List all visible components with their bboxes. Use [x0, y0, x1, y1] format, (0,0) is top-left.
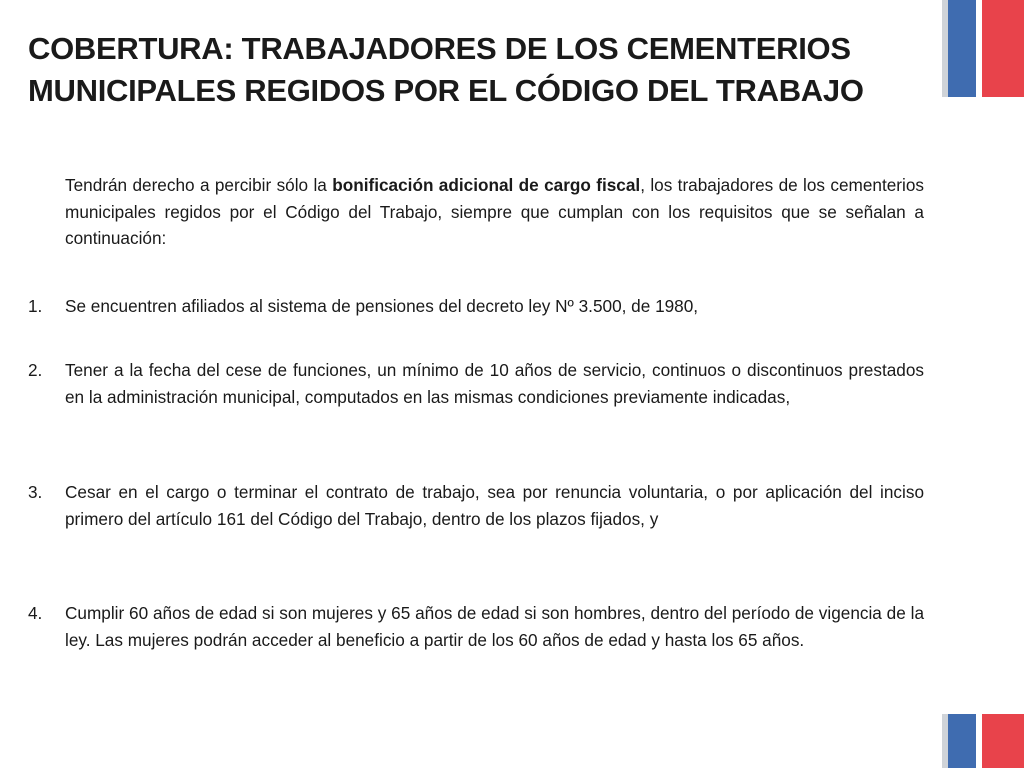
- list-item-text: Tener a la fecha del cese de funciones, un mínimo de 10 años de servicio, continuos o discontinuos prestados en la administración municipal, computados en las mismas condiciones previamente indicadas,: [65, 360, 924, 407]
- intro-paragraph: [65, 172, 924, 252]
- list-item-text: Cumplir 60 años de edad si son mujeres y 65 años de edad si son hombres, dentro del período de vigencia de la ley. Las mujeres podrán acceder al beneficio a partir de los 60 años de edad y hasta los 65 años.: [65, 603, 924, 650]
- flag-decoration-bottom: [942, 714, 1024, 768]
- title-line-2: MUNICIPALES REGIDOS POR EL CÓDIGO DEL TRABAJO: [28, 73, 864, 108]
- intro-bold-text: bonificación adicional de cargo fiscal: [332, 175, 641, 195]
- list-item: [28, 293, 924, 320]
- list-item: [28, 600, 924, 653]
- list-item: [28, 357, 924, 410]
- title-line-1: COBERTURA: TRABAJADORES DE LOS CEMENTERIOS: [28, 31, 851, 66]
- list-item-text: Cesar en el cargo o terminar el contrato de trabajo, sea por renuncia voluntaria, o por aplicación del inciso primero del artículo 161 del Código del Trabajo, dentro de los plazos fijados, y: [65, 482, 924, 529]
- intro-text-end: , los trabajadores de los cementerios municipales regidos por el Código del Trabajo, siempre que cumplan con los requisitos que se señalan a continuación:: [65, 175, 925, 248]
- list-item-number: 3.: [28, 482, 43, 502]
- list-item-text: Se encuentren afiliados al sistema de pensiones del decreto ley Nº 3.500, de 1980,: [65, 296, 699, 316]
- list-item-number: 4.: [28, 603, 43, 623]
- list-item-number: 2.: [28, 360, 43, 380]
- list-item: [28, 479, 924, 532]
- list-item-number: 1.: [28, 296, 43, 316]
- intro-text-start: Tendrán derecho a percibir sólo la: [65, 175, 333, 195]
- flag-decoration-top: [942, 0, 1024, 97]
- slide-title: [28, 28, 908, 112]
